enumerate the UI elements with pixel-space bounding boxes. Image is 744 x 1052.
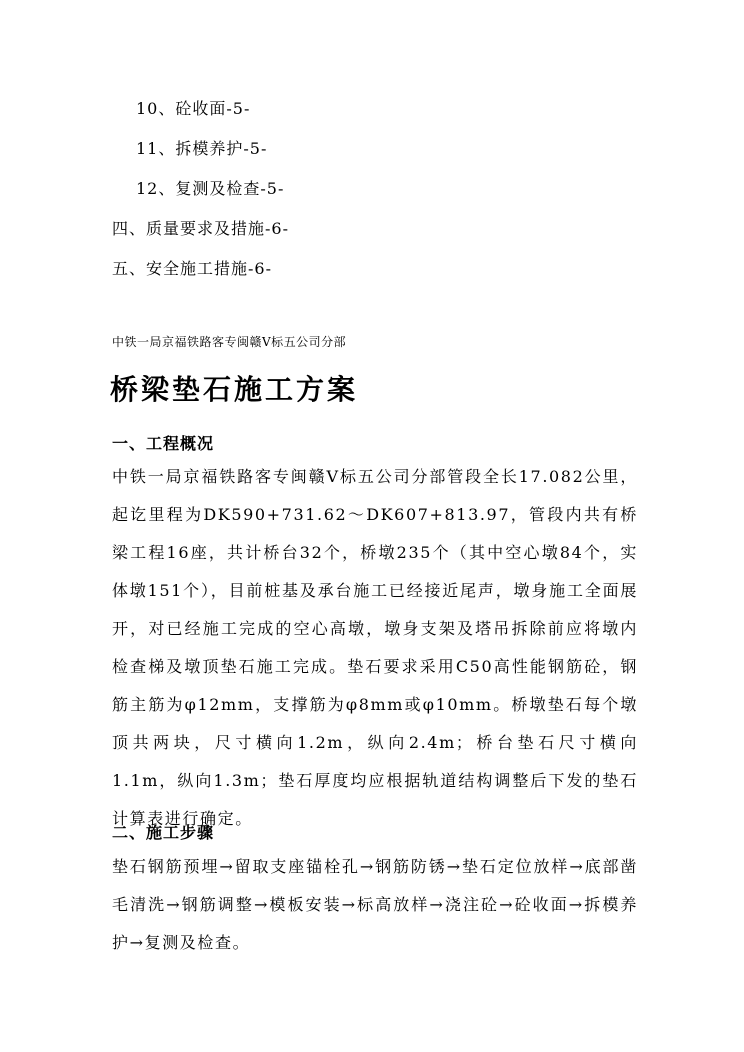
toc-item: 五、安全施工措施-6- bbox=[112, 259, 272, 278]
section-heading: 一、工程概况 bbox=[112, 434, 215, 453]
toc-item: 四、质量要求及措施-6- bbox=[112, 219, 289, 238]
section-heading: 二、施工步骤 bbox=[112, 823, 215, 842]
page-title: 桥梁垫石施工方案 bbox=[110, 373, 359, 406]
page-subheader: 中铁一局京福铁路客专闽赣Ⅴ标五公司分部 bbox=[112, 335, 347, 349]
toc-item: 11、拆模养护-5- bbox=[136, 139, 268, 158]
toc-item: 10、砼收面-5- bbox=[136, 99, 251, 118]
section-body: 垫石钢筋预埋→留取支座锚栓孔→钢筋防锈→垫石定位放样→底部凿毛清洗→钢筋调整→模板安装→标高放样→浇注砼→砼收面→拆模养护→复测及检查。 bbox=[112, 857, 638, 952]
section-body: 中铁一局京福铁路客专闽赣Ⅴ标五公司分部管段全长17.082公里，起讫里程为DK590+731.62～DK607+813.97，管段内共有桥梁工程16座，共计桥台32个，桥墩235个（其中空心墩84个，实体墩151个），目前桩基及承台施工已经接近尾声，墩身施工全面展开，对已经施工完成的空心高墩，墩身支架及塔吊拆除前应将墩内检查梯及墩顶垫石施工完成。垫石要求采用C50高性能钢筋砼，钢筋主筋为φ12mm，支撑筋为φ8mm或φ10mm。桥墩垫石每个墩顶共两块，尺寸横向1.2m，纵向2.4m；桥台垫石尺寸横向1.1m，纵向1.3m；垫石厚度均应根据轨道结构调整后下发的垫石计算表进行确定。 bbox=[112, 467, 638, 828]
toc-item: 12、复测及检查-5- bbox=[136, 179, 285, 198]
